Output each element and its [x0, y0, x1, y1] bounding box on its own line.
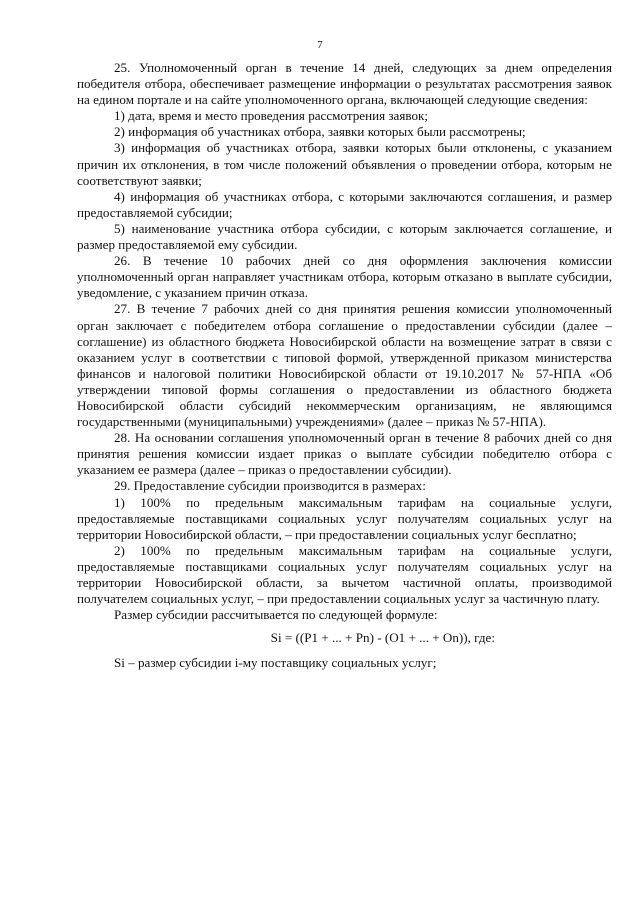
formula-intro: Размер субсидии рассчитывается по следующей формуле:: [114, 607, 438, 623]
paragraph-26: 26. В течение 10 рабочих дней со дня оформления заключения комиссии уполномоченный орган направляет участникам отбора, которым отказано в выплате субсидии, уведомление, с указанием причин отказа.: [77, 253, 612, 301]
paragraph-28: 28. На основании соглашения уполномоченный орган в течение 8 рабочих дней со дня принятия решения комиссии издает приказ о выплате субсидии победителю отбора с указанием ее размера (далее – приказ о предоставлении субсидии).: [77, 430, 612, 478]
paragraph-29: 29. Предоставление субсидии производится в размерах:: [114, 478, 426, 494]
document-body: [77, 60, 612, 671]
paragraph-25: 25. Уполномоченный орган в течение 14 дней, следующих за днем определения победителя отбора, обеспечивает размещение информации о результатах рассмотрения заявок на едином портале и на сайте уполномоченного органа, включающей следующие сведения:: [77, 60, 612, 108]
paragraph-25-item-1: 1) дата, время и место проведения рассмотрения заявок;: [114, 108, 429, 124]
paragraph-29-item-2: 2) 100% по предельным максимальным тарифам на социальные услуги, предоставляемые поставщиками социальных услуг получателям социальных услуг на территории Новосибирской области, за вычетом частичной оплаты, производимой получателем социальных услуг, – при предоставлении социальных услуг за частичную плату.: [77, 542, 612, 607]
formula-definition: Si – размер субсидии i-му поставщику социальных услуг;: [114, 655, 437, 671]
page-number: 7: [317, 39, 323, 51]
paragraph-25-item-3: 3) информация об участниках отбора, заявки которых были отклонены, с указанием причин их отклонения, в том числе положений объявления о проведении отбора, которым не соответствуют заявки;: [77, 140, 612, 188]
subsidy-formula: Si = ((P1 + ... + Pn) - (O1 + ... + On)), где:: [270, 630, 495, 646]
paragraph-25-item-5: 5) наименование участника отбора субсидии, с которым заключается соглашение, и размер предоставляемой ему субсидии.: [77, 220, 612, 253]
paragraph-29-item-1: 1) 100% по предельным максимальным тарифам на социальные услуги, предоставляемые поставщиками социальных услуг получателям социальных услуг на территории Новосибирской области, – при предоставлении социальных услуг бесплатно;: [77, 494, 612, 542]
paragraph-27: 27. В течение 7 рабочих дней со дня принятия решения комиссии уполномоченный орган заключает с победителем отбора соглашение о предоставлении субсидии (далее – соглашение) из областного бюджета Новосибирской области на возмещение затрат в связи с оказанием услуг в соответствии с типовой формой, утвержденной приказом министерства финансов и налоговой политики Новосибирской области от 19.10.2017 № 57-НПА «Об утверждении типовой формы соглашения о предоставлении из областного бюджета Новосибирской области субсидий некоммерческим организациям, не являющимся государственными (муниципальными) учреждениями» (далее – приказ № 57-НПА).: [77, 301, 612, 430]
paragraph-25-item-4: 4) информация об участниках отбора, с которыми заключаются соглашения, и размер предоставляемой субсидии;: [77, 188, 612, 220]
paragraph-25-item-2: 2) информация об участниках отбора, заявки которых были рассмотрены;: [114, 124, 526, 140]
